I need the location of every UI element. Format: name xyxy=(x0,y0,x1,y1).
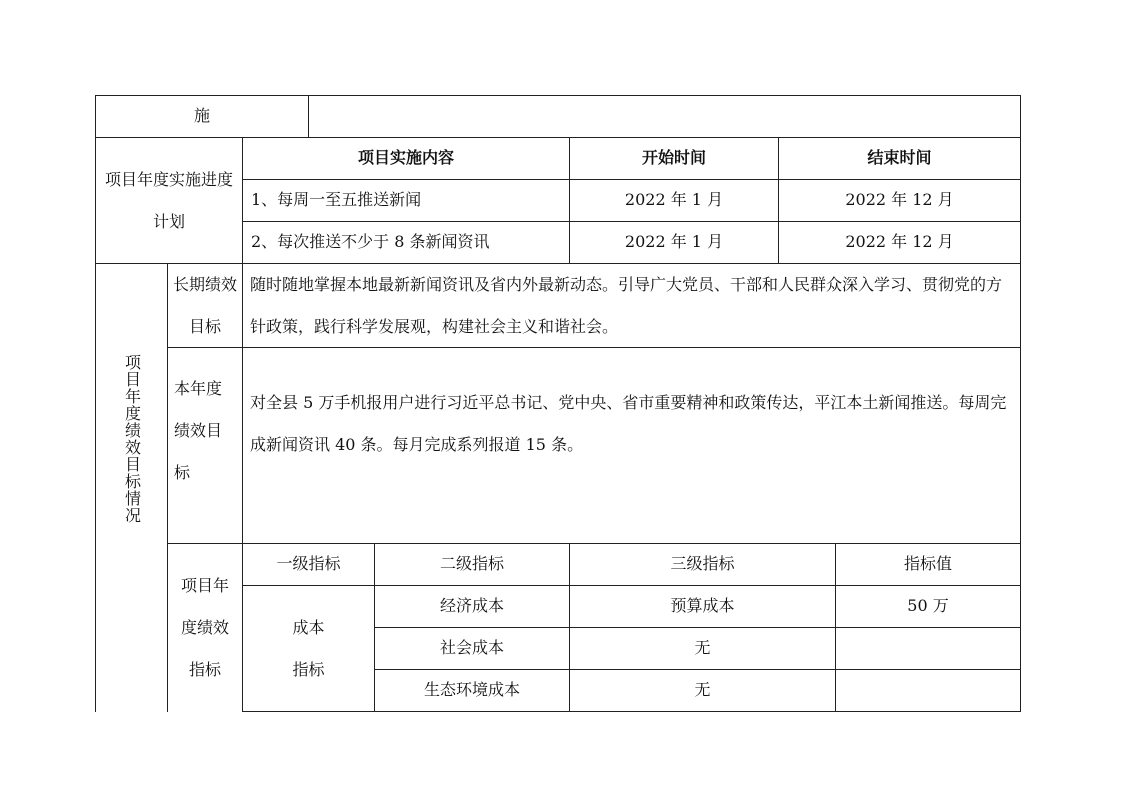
header-level3-indicator: 三级指标 xyxy=(670,554,735,574)
table-border-bottom xyxy=(242,711,1021,712)
indicator-row-2-level3: 无 xyxy=(694,638,711,658)
top-row-label: 施 xyxy=(193,106,210,126)
indicators-section-label-text: 项目年度绩效指标 xyxy=(180,575,229,679)
header-indicator-value: 指标值 xyxy=(903,554,952,574)
long-term-goal-label-text: 长期绩效目标 xyxy=(172,274,237,336)
header-level2-indicator: 二级指标 xyxy=(439,554,504,574)
schedule-row-1-content: 1、每周一至五推送新闻 xyxy=(251,190,422,210)
indicator-row-2-value xyxy=(836,628,1020,669)
schedule-row-1-start: 2022 年 1 月 xyxy=(624,190,724,210)
schedule-row-2-start: 2022 年 1 月 xyxy=(624,232,724,252)
long-term-goal-label xyxy=(168,264,242,347)
indicator-row-1-level2: 经济成本 xyxy=(439,596,504,616)
cost-indicator-label xyxy=(243,586,374,711)
annual-goal-label xyxy=(168,348,242,543)
schedule-row-1-end: 2022 年 12 月 xyxy=(845,190,954,210)
indicator-row-3-level3: 无 xyxy=(694,680,711,700)
annual-goal-text-content: 对全县 5 万手机报用户进行习近平总书记、党中央、省市重要精神和政策传达，平江本土新闻推送。每周完成新闻资讯 40 条。每月完成系列报道 15 条。 xyxy=(250,393,1007,454)
indicators-section-label xyxy=(168,544,242,711)
schedule-row-2-content: 2、每次推送不少于 8 条新闻资讯 xyxy=(251,232,490,252)
indicator-row-1-value: 50 万 xyxy=(907,596,949,616)
annual-goal-label-text: 本年度绩效目标 xyxy=(174,379,223,482)
cost-indicator-label-text: 成本指标 xyxy=(292,617,325,679)
indicator-row-1-level3: 预算成本 xyxy=(670,596,735,616)
indicator-row-3-value xyxy=(836,670,1020,711)
column-divider xyxy=(308,95,309,137)
indicator-row-3-level2: 生态环境成本 xyxy=(423,680,520,700)
schedule-section-label-text: 项目年度实施进度计划 xyxy=(104,169,233,231)
long-term-goal-text xyxy=(243,264,1020,347)
header-level1-indicator: 一级指标 xyxy=(276,554,341,574)
header-project-content: 项目实施内容 xyxy=(357,148,454,168)
schedule-row-2-end: 2022 年 12 月 xyxy=(845,232,954,252)
annual-goal-text xyxy=(243,348,1020,543)
header-start-time: 开始时间 xyxy=(641,148,706,168)
indicator-row-2-level2: 社会成本 xyxy=(439,638,504,658)
goals-section-label-text: 项目年度绩效目标情况 xyxy=(122,354,142,524)
goals-section-label xyxy=(96,264,167,711)
table-border-right xyxy=(1020,95,1021,712)
schedule-section-label xyxy=(96,138,242,263)
header-end-time: 结束时间 xyxy=(867,148,932,168)
long-term-goal-text-content: 随时随地掌握本地最新新闻资讯及省内外最新动态。引导广大党员、干部和人民群众深入学习、贯彻党的方针政策，践行科学发展观，构建社会主义和谐社会。 xyxy=(250,274,1003,336)
